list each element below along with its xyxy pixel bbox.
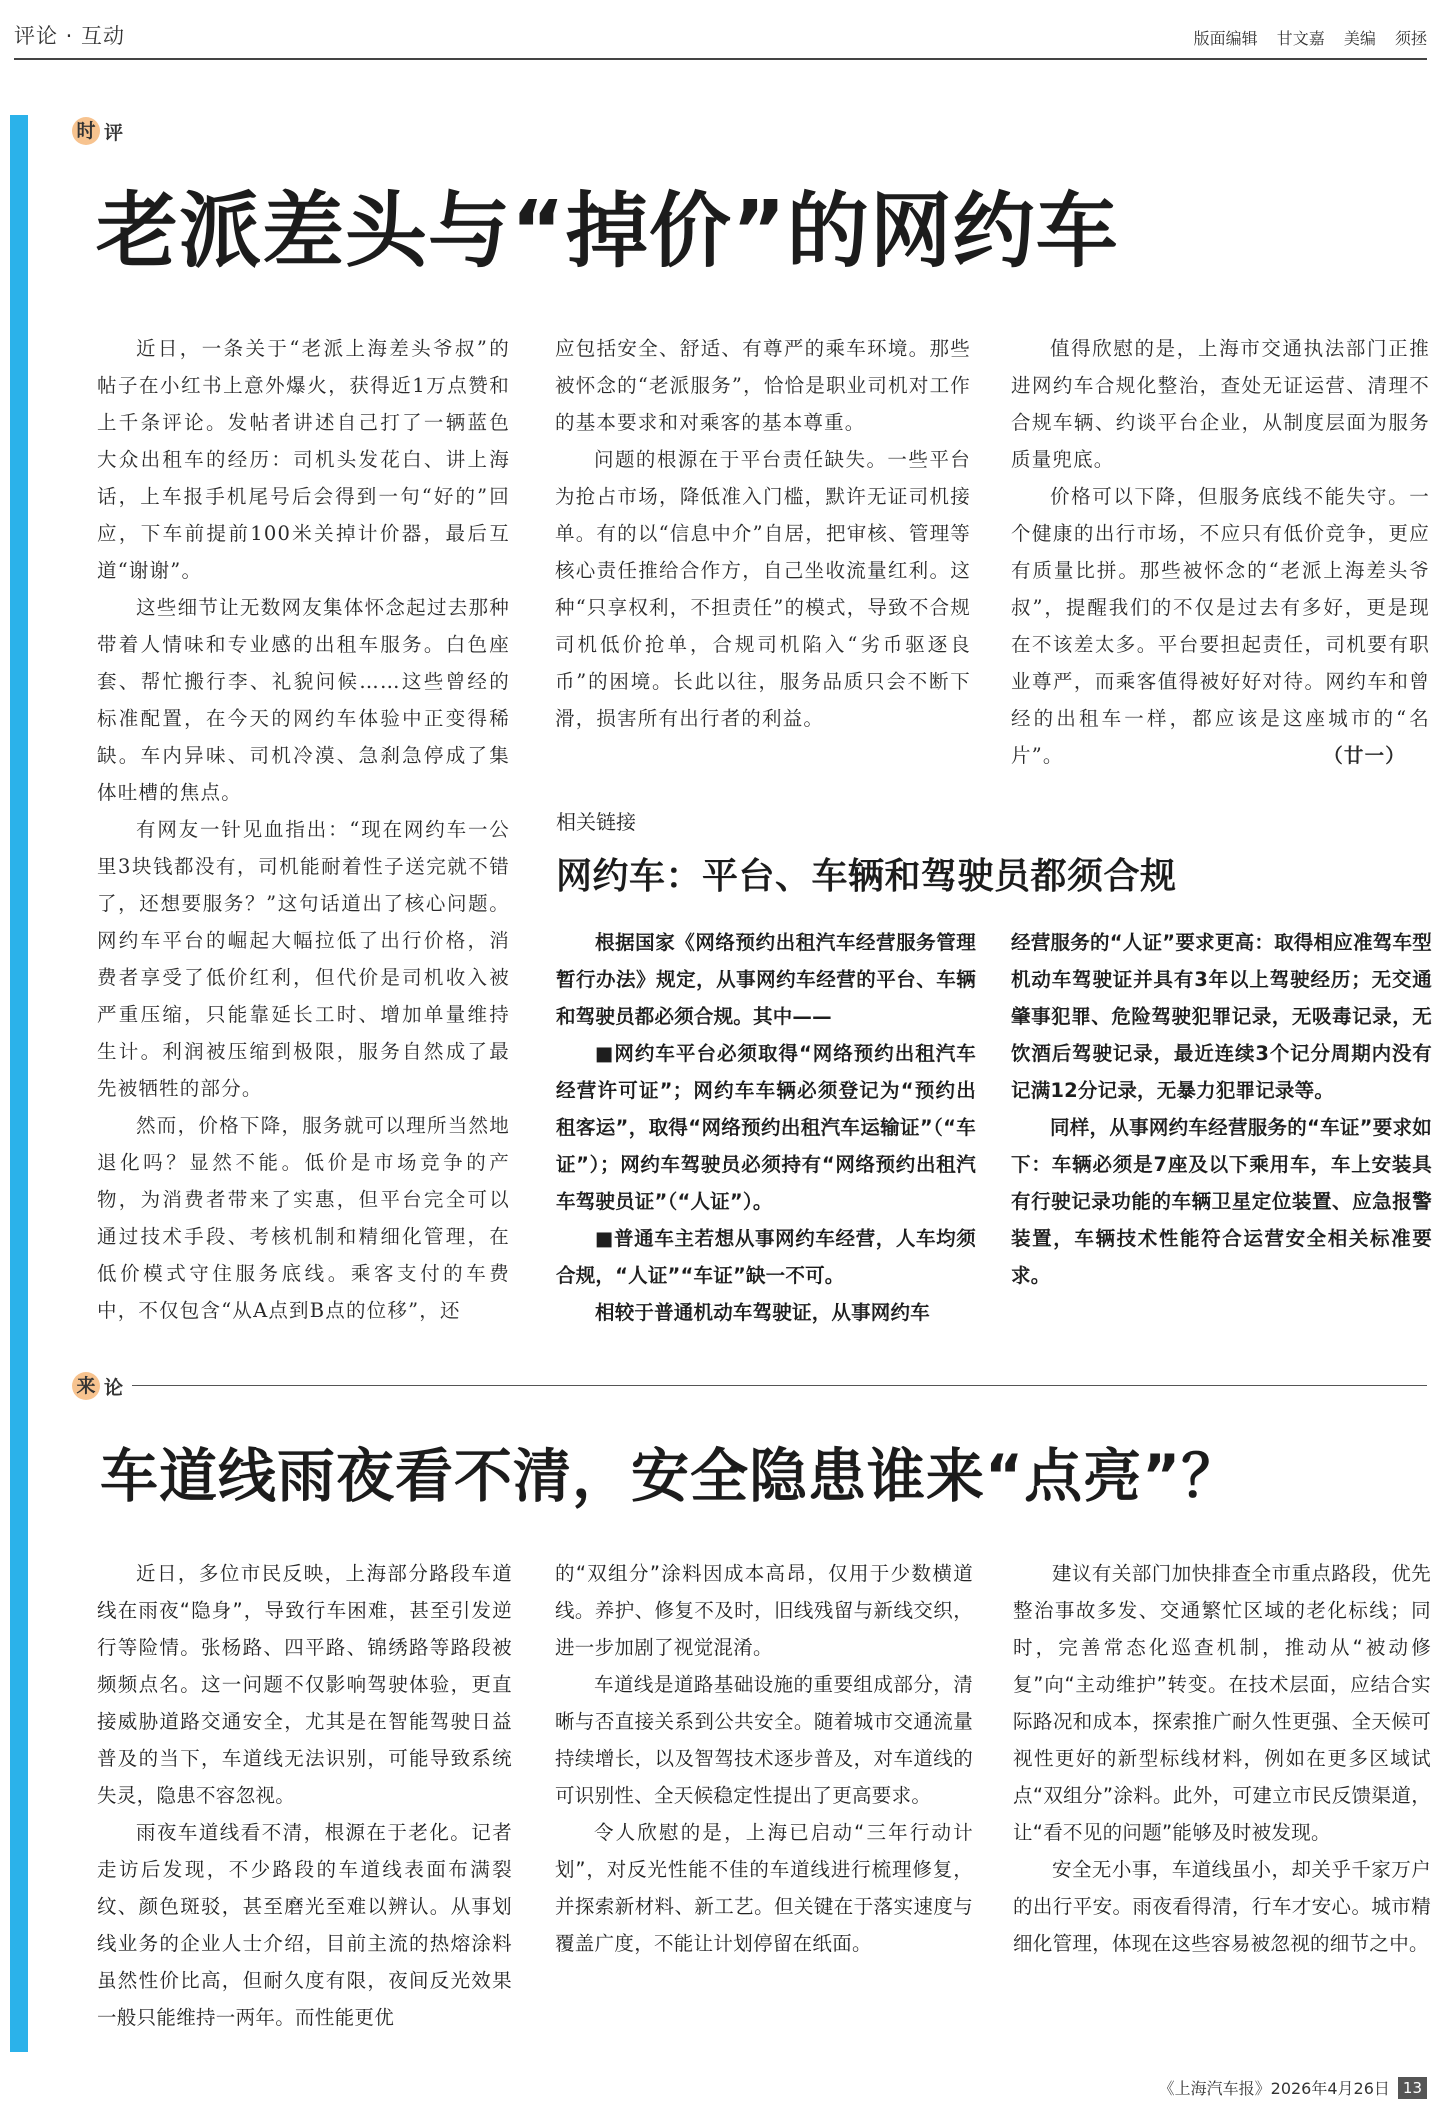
paragraph: 令人欣慰的是，上海已启动“三年行动计划”，对反光性能不佳的车道线进行梳理修复，并探索新材料、新工艺。但关键在于落实速度与覆盖广度，不能让计划停留在纸面。 xyxy=(555,1821,973,1955)
paragraph: 雨夜车道线看不清，根源在于老化。记者走访后发现，不少路段的车道线表面布满裂纹、颜色斑驳，甚至磨光至难以辨认。从事划线业务的企业人士介绍，目前主流的热熔涂料虽然性价比高，但耐久度有限，夜间反光效果一般只能维持一两年。而性能更优 xyxy=(97,1821,512,2029)
article1-column-2 xyxy=(555,330,971,737)
paragraph: 同样，从事网约车经营服务的“车证”要求如下：车辆必须是7座及以下乘用车，车上安装具有行驶记录功能的车辆卫星定位装置、应急报警装置，车辆技术性能符合运营安全相关标准要求。 xyxy=(1011,1116,1432,1287)
related-link-label: 相关链接 xyxy=(556,810,636,834)
paragraph-text: 价格可以下降，但服务底线不能失守。一个健康的出行市场，不应只有低价竞争，更应有质量比拼。那些被怀念的“老派上海差头爷叔”，提醒我们的不仅是过去有多好，更是现在不该差太多。平台要担起责任，司机要有职业尊严，而乘客值得被好好对待。网约车和曾经的出租车一样，都应该是这座城市的“名片”。 xyxy=(1011,485,1430,767)
article2-column-2 xyxy=(555,1555,973,1962)
design-name: 须拯 xyxy=(1394,29,1427,48)
editor-credits xyxy=(1180,26,1427,49)
paragraph: 建议有关部门加快排查全市重点路段，优先整治事故多发、交通繁忙区域的老化标线；同时，完善常态化巡查机制，推动从“被动修复”向“主动维护”转变。在技术层面，应结合实际路况和成本，探索推广耐久性更强、全天候可视性更好的新型标线材料，例如在更多区域试点“双组分”涂料。此外，可建立市民反馈渠道，让“看不见的问题”能够及时被发现。 xyxy=(1013,1562,1431,1844)
paragraph: 车道线是道路基础设施的重要组成部分，清晰与否直接关系到公共安全。随着城市交通流量持续增长，以及智驾技术逐步普及，对车道线的可识别性、全天候稳定性提出了更高要求。 xyxy=(555,1673,973,1807)
paragraph: ■网约车平台必须取得“网络预约出租汽车经营许可证”；网约车车辆必须登记为“预约出租客运”，取得“网络预约出租汽车运输证”（“车证”）；网约车驾驶员必须持有“网络预约出租汽车驾驶员证”（“人证”）。 xyxy=(556,1042,976,1213)
paragraph: ■普通车主若想从事网约车经营，人车均须合规，“人证”“车证”缺一不可。 xyxy=(556,1227,976,1287)
side-accent-bar xyxy=(10,115,28,2052)
tag-second-char: 评 xyxy=(104,121,124,144)
paragraph: 这些细节让无数网友集体怀念起过去那种带着人情味和专业感的出租车服务。白色座套、帮忙搬行李、礼貌问候……这些曾经的标准配置，在今天的网约车体验中正变得稀缺。车内异味、司机冷漠、急刹急停成了集体吐槽的焦点。 xyxy=(97,596,510,804)
section-divider xyxy=(132,1385,1427,1386)
paragraph: 的“双组分”涂料因成本高昂，仅用于少数横道线。养护、修复不及时，旧线残留与新线交织，进一步加剧了视觉混淆。 xyxy=(555,1562,973,1659)
editor-name: 甘文嘉 xyxy=(1276,29,1325,48)
page-footer xyxy=(1159,2076,1427,2099)
article2-column-1 xyxy=(97,1555,512,2036)
article1-column-3 xyxy=(1011,330,1430,774)
paragraph: 近日，一条关于“老派上海差头爷叔”的帖子在小红书上意外爆火，获得近1万点赞和上千条评论。发帖者讲述自己打了一辆蓝色大众出租车的经历：司机头发花白、讲上海话，上车报手机尾号后会得到一句“好的”回应，下车前提前100米关掉计价器，最后互道“谢谢”。 xyxy=(97,337,510,582)
paragraph: 问题的根源在于平台责任缺失。一些平台为抢占市场，降低准入门槛，默许无证司机接单。有的以“信息中介”自居，把审核、管理等核心责任推给合作方，自己坐收流量红利。这种“只享权利，不担责任”的模式，导致不合规司机低价抢单，合规司机陷入“劣币驱逐良币”的困境。长此以往，服务品质只会不断下滑，损害所有出行者的利益。 xyxy=(555,448,971,730)
editor-label: 版面编辑 xyxy=(1193,29,1258,48)
design-label: 美编 xyxy=(1343,29,1376,48)
paragraph: 相较于普通机动车驾驶证，从事网约车 xyxy=(595,1301,930,1324)
tag-circle: 来 xyxy=(72,1372,100,1400)
paragraph: 经营服务的“人证”要求更高：取得相应准驾车型机动车驾驶证并具有3年以上驾驶经历；无交通肇事犯罪、危险驾驶犯罪记录，无吸毒记录，无饮酒后驾驶记录，最近连续3个记分周期内没有记满12分记录，无暴力犯罪记录等。 xyxy=(1011,931,1432,1102)
header-rule xyxy=(14,58,1427,60)
paragraph: 根据国家《网络预约出租汽车经营服务管理暂行办法》规定，从事网约车经营的平台、车辆和驾驶员都必须合规。其中—— xyxy=(556,931,976,1028)
paragraph: 值得欣慰的是，上海市交通执法部门正推进网约车合规化整治，查处无证运营、清理不合规车辆、约谈平台企业，从制度层面为服务质量兜底。 xyxy=(1011,337,1430,471)
paragraph: 安全无小事，车道线虽小，却关乎千家万户的出行平安。雨夜看得清，行车才安心。城市精细化管理，体现在这些容易被忽视的细节之中。 xyxy=(1013,1858,1431,1955)
paper-name: 《上海汽车报》 xyxy=(1158,2079,1271,2098)
paragraph: 近日，多位市民反映，上海部分路段车道线在雨夜“隐身”，导致行车困难，甚至引发逆行等险情。张杨路、四平路、锦绣路等路段被频频点名。这一问题不仅影响驾驶体验，更直接威胁道路交通安全，尤其是在智能驾驶日益普及的当下，车道线无法识别，可能导致系统失灵，隐患不容忽视。 xyxy=(97,1562,512,1807)
section-title: 评论 · 互动 xyxy=(14,24,126,48)
issue-date: 2026年4月26日 xyxy=(1270,2079,1390,2098)
article1-headline: 老派差头与“掉价”的网约车 xyxy=(96,184,1119,279)
page-number: 13 xyxy=(1398,2077,1427,2099)
article2-column-3 xyxy=(1013,1555,1431,1962)
column-tag-lailun xyxy=(72,1372,123,1400)
author-signature: （廿一） xyxy=(1323,744,1406,767)
paragraph: 应包括安全、舒适、有尊严的乘车环境。那些被怀念的“老派服务”，恰恰是职业司机对工作的基本要求和对乘客的基本尊重。 xyxy=(555,337,971,434)
article1-column-1 xyxy=(97,330,510,1329)
column-tag-shiping xyxy=(72,117,123,145)
paragraph: 有网友一针见血指出：“现在网约车一公里3块钱都没有，司机能耐着性子送完就不错了，还想要服务？”这句话道出了核心问题。网约车平台的崛起大幅拉低了出行价格，消费者享受了低价红利，但代价是司机收入被严重压缩，只能靠延长工时、增加单量维持生计。利润被压缩到极限，服务自然成了最先被牺牲的部分。 xyxy=(97,818,510,1100)
related-column-2 xyxy=(1011,924,1432,1294)
tag-circle: 时 xyxy=(72,117,100,145)
tag-second-char: 论 xyxy=(104,1376,124,1399)
related-column-1 xyxy=(556,924,976,1331)
paragraph xyxy=(1011,478,1430,774)
related-link-title: 网约车：平台、车辆和驾驶员都须合规 xyxy=(556,856,1177,897)
article2-headline: 车道线雨夜看不清，安全隐患谁来“点亮”？ xyxy=(100,1442,1241,1510)
paragraph: 然而，价格下降，服务就可以理所当然地退化吗？显然不能。低价是市场竞争的产物，为消费者带来了实惠，但平台完全可以通过技术手段、考核机制和精细化管理，在低价模式守住服务底线。乘客支付的车费中，不仅包含“从A点到B点的位移”，还 xyxy=(97,1114,510,1322)
